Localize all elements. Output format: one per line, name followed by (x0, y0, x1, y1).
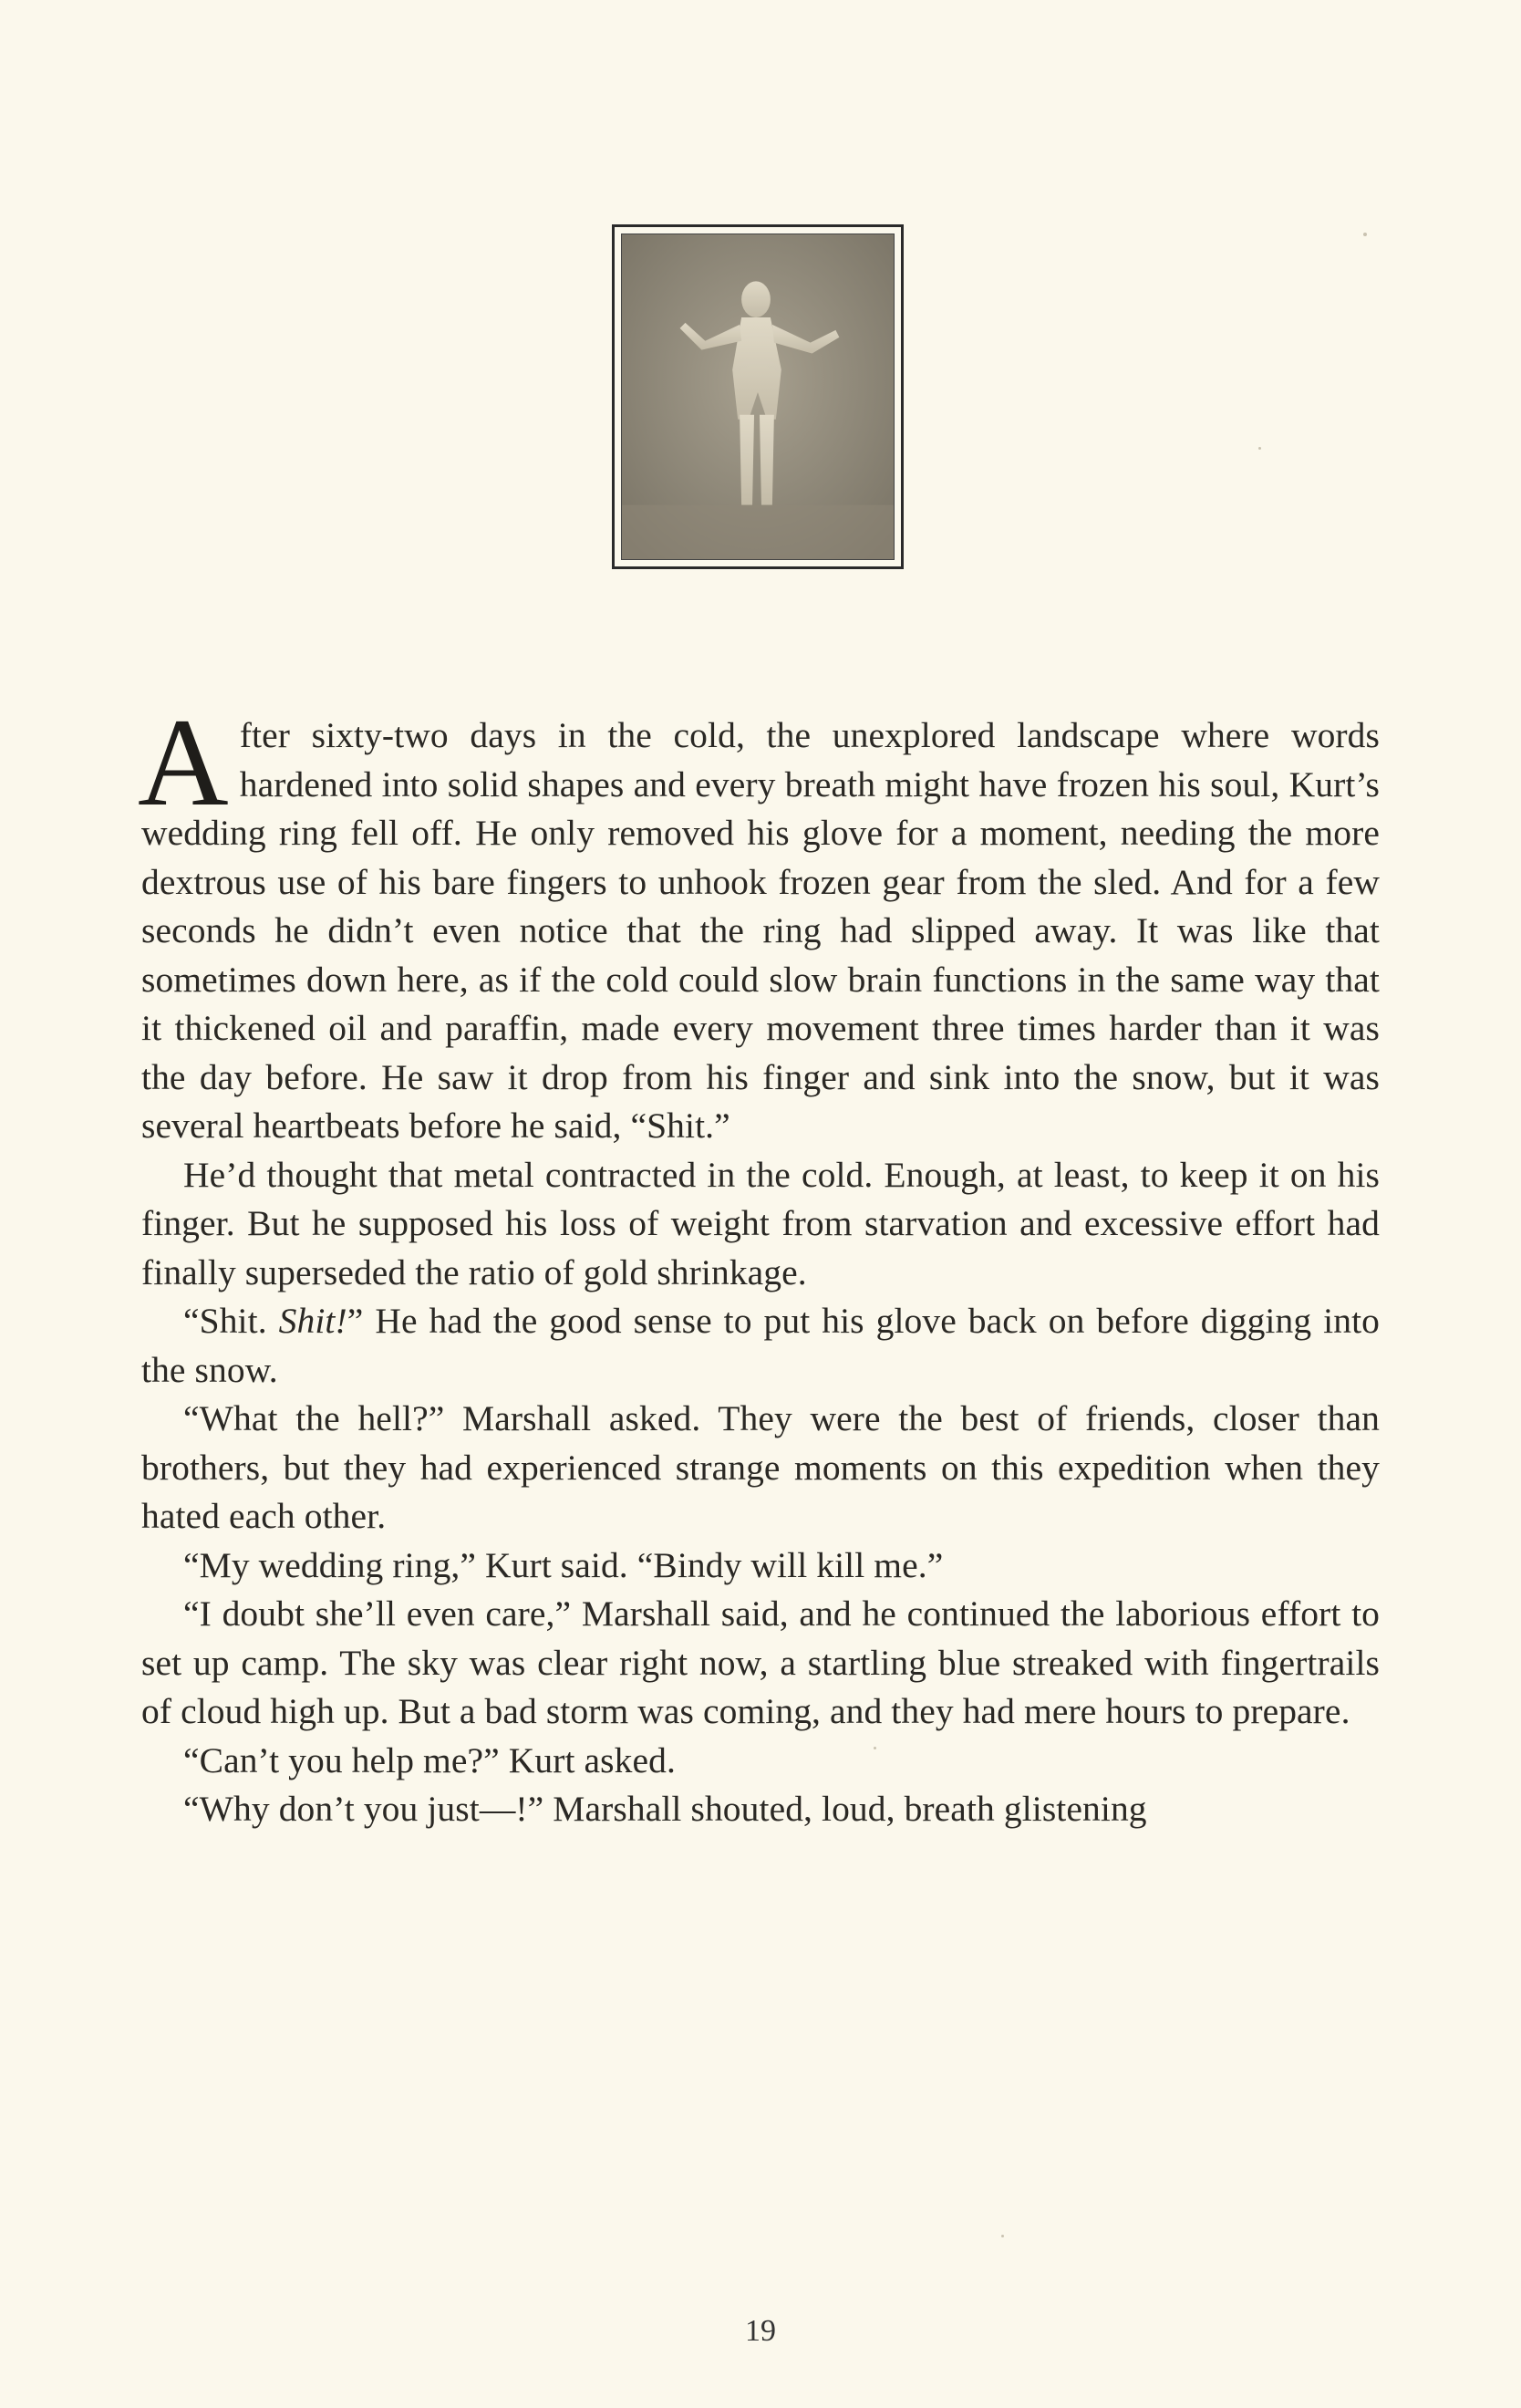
paper-speck (1001, 2235, 1004, 2237)
paragraph-8: “Why don’t you just—!” Marshall shouted, loud, breath glistening (183, 1789, 1147, 1829)
paragraph-6: “I doubt she’ll even care,” Marshall said, and he continued the laborious effort to set up camp. The sky was clear right now, a startling blue streaked with fingertrails of cloud high up. But a bad storm was coming, and they had mere hours to prepare. (141, 1593, 1380, 1731)
paragraph-3-italic: Shit! (278, 1301, 347, 1341)
paragraph-3 (141, 1297, 1380, 1395)
paragraph-3-end: ” He had the good sense to put his glove back on before digging into the snow. (141, 1301, 1380, 1390)
paragraph-4: “What the hell?” Marshall asked. They were the best of friends, closer than brothers, but they had experienced strange moments on this expedition when they hated each other. (141, 1398, 1380, 1536)
illustration-image (621, 234, 895, 560)
paragraph-5: “My wedding ring,” Kurt said. “Bindy will kill me.” (183, 1544, 944, 1585)
paragraph-2: He’d thought that metal contracted in the cold. Enough, at least, to keep it on his finger. But he supposed his loss of weight from starvation and excessive effort had finally superseded the ratio of gold shrinkage. (141, 1154, 1380, 1292)
paragraph-3-start: “Shit. (183, 1301, 279, 1341)
paper-speck (1258, 447, 1261, 450)
page-number: 19 (745, 2314, 776, 2348)
illustration-frame (612, 224, 904, 569)
body-text (138, 692, 1380, 1834)
paragraph-1-text: fter sixty-two days in the cold, the unexplored landscape where words hardened into solid shapes and every breath might have frozen his soul, Kurt’s wedding ring fell off. He only removed his glove for a moment, needing the more dextrous use of his bare fingers to unhook frozen gear from the sled. And for a few seconds he didn’t even notice that the ring had slipped away. It was like that sometimes down here, as if the cold could slow brain functions in the same way that it thickened oil and paraffin, made every movement three times harder than it was the day before. He saw it drop from his finger and sink into the snow, but it was several heartbeats before he said, “Shit.” (141, 715, 1380, 1146)
paper-speck (1363, 233, 1367, 236)
drop-cap: A (138, 692, 229, 832)
paper-speck (874, 1747, 876, 1749)
ghostly-figure-icon (622, 234, 894, 559)
paragraph-1 (138, 692, 1380, 1151)
paragraph-7: “Can’t you help me?” Kurt asked. (183, 1739, 676, 1780)
